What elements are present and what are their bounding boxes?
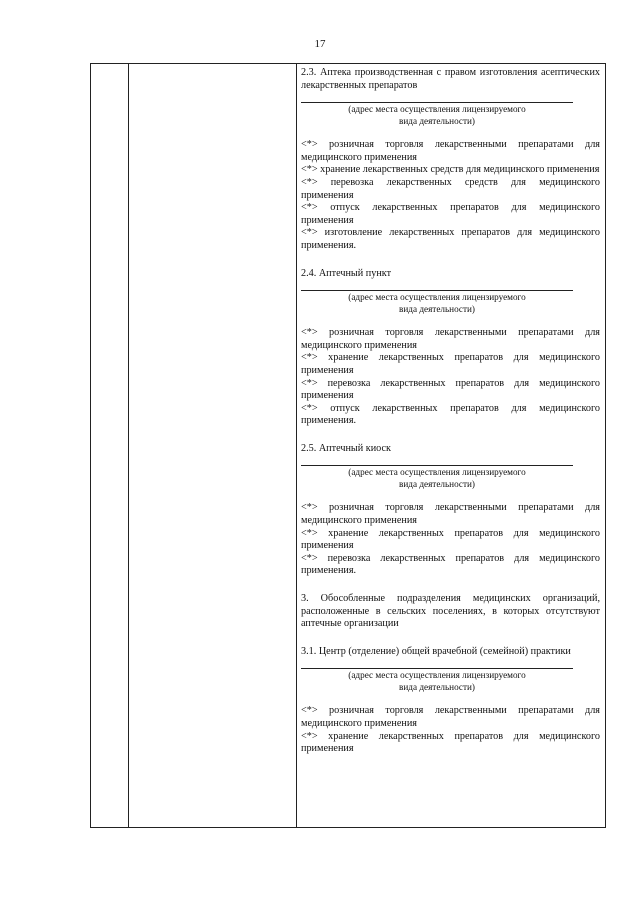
address-line: [301, 280, 573, 291]
list-item: <*> розничная торговля лекарственными препаратами для медицинского применения: [301, 705, 600, 729]
list-item: <*> перевозка лекарственных средств для медицинского применения: [301, 176, 600, 201]
table-divider-1: [128, 64, 129, 827]
address-caption: (адрес места осуществления лицензируемого вида деятельности): [348, 467, 526, 489]
section-heading: 2.5. Аптечный киоск: [301, 442, 391, 454]
page-number: 17: [314, 38, 326, 50]
table-border-right: [605, 64, 606, 827]
address-line: [301, 658, 573, 669]
list-item: <*> розничная торговля лекарственными препаратами для медицинского применения: [301, 327, 600, 351]
list-item: <*> хранение лекарственных препаратов для медицинского применения: [301, 527, 600, 552]
address-caption: (адрес места осуществления лицензируемого вида деятельности): [348, 104, 526, 126]
licensing-table: [90, 63, 606, 828]
list-item: <*> розничная торговля лекарственными препаратами для медицинского применения: [301, 139, 600, 163]
list-item: <*> перевозка лекарственных препаратов для медицинского применения.: [301, 552, 600, 577]
list-item: <*> хранение лекарственных препаратов для медицинского применения: [301, 730, 600, 755]
section-heading: 2.3. Аптека производственная с правом изготовления асептических лекарственных препаратов: [301, 67, 600, 91]
list-item: <*> розничная торговля лекарственными препаратами для медицинского применения: [301, 502, 600, 527]
section-heading: 3.1. Центр (отделение) общей врачебной (семейной) практики: [301, 645, 571, 657]
list-item: <*> хранение лекарственных средств для медицинского применения: [301, 164, 600, 176]
table-divider-2: [296, 64, 297, 827]
list-item: <*> хранение лекарственных препаратов для медицинского применения: [301, 352, 600, 376]
address-line: [301, 455, 573, 466]
activity-column: [301, 67, 600, 756]
list-item: <*> изготовление лекарственных препаратов для медицинского применения.: [301, 227, 600, 251]
address-caption: (адрес места осуществления лицензируемого вида деятельности): [348, 292, 526, 314]
list-item: <*> отпуск лекарственных препаратов для медицинского применения: [301, 202, 600, 226]
table-border-left: [90, 64, 91, 827]
list-item: <*> перевозка лекарственных препаратов для медицинского применения: [301, 377, 600, 402]
section-heading: 3. Обособленные подразделения медицинских организаций, расположенные в сельских поселениях, в которых отсутствуют аптечные организации: [301, 593, 600, 630]
list-item: <*> отпуск лекарственных препаратов для медицинского применения.: [301, 402, 600, 427]
address-caption: (адрес места осуществления лицензируемого вида деятельности): [348, 670, 526, 692]
section-heading: 2.4. Аптечный пункт: [301, 267, 392, 279]
address-line: [301, 92, 573, 103]
